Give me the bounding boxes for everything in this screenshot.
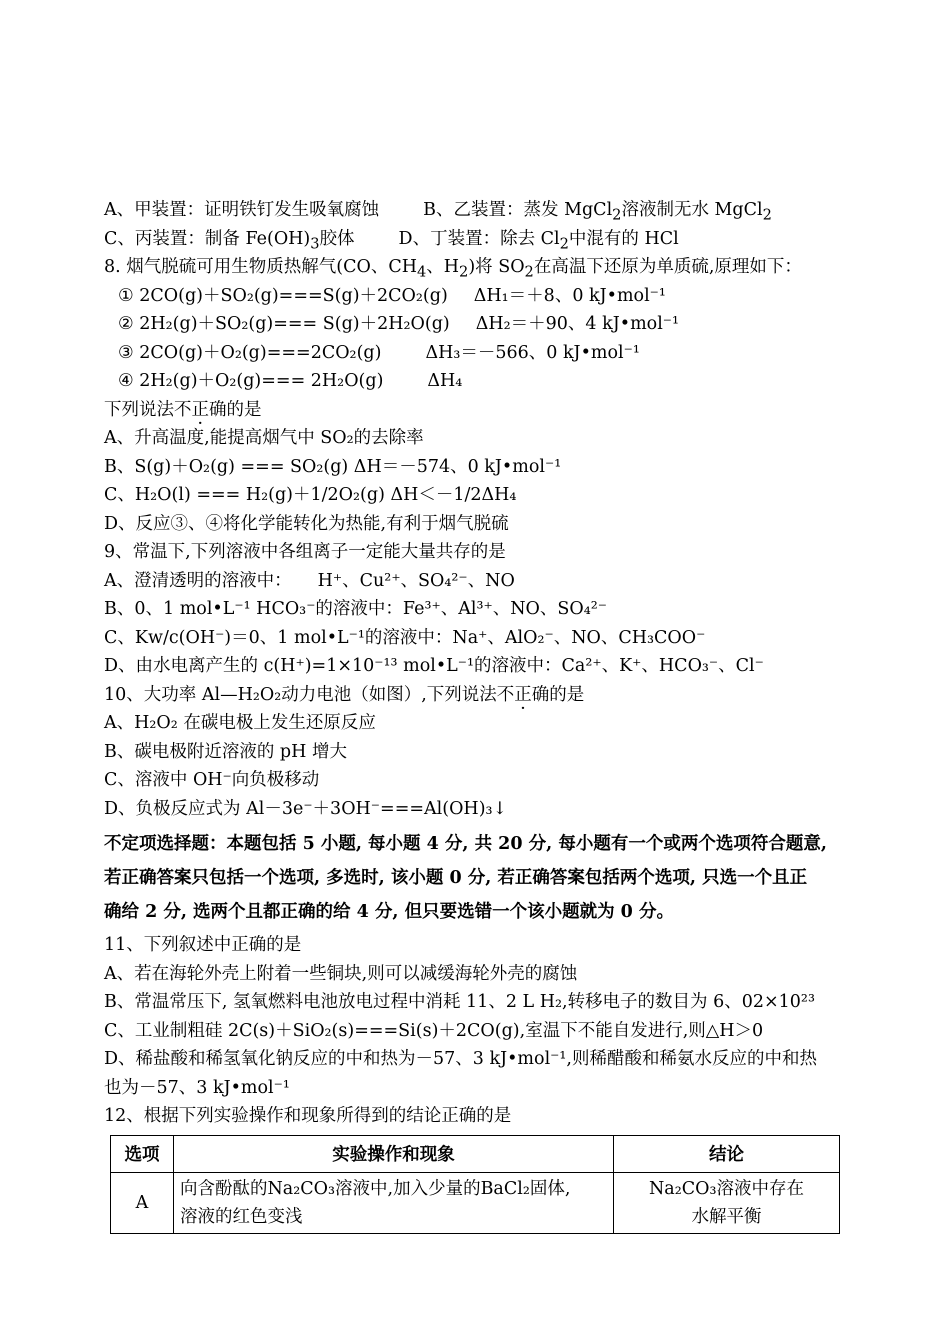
exam-page [104, 196, 849, 1234]
q10-option-c: C、溶液中 OH⁻向负极移动 [104, 770, 320, 790]
q8-reaction-2: ② 2H₂(g)＋SO₂(g)=== S(g)＋2H₂O(g) ΔH₂＝＋90、4 kJ•mol⁻¹ [118, 314, 680, 334]
table-header-row [111, 1135, 840, 1172]
q11-option-d-cont: 也为－57、3 kJ•mol⁻¹ [104, 1077, 290, 1098]
header-option: 选项 [111, 1135, 174, 1172]
header-operation: 实验操作和现象 [174, 1135, 614, 1172]
q12-stem: 12、根据下列实验操作和现象所得到的结论正确的是 [104, 1106, 512, 1126]
emphasis-not-correct: 不正确 [496, 684, 550, 705]
q11-option-b: B、常温常压下, 氢氧燃料电池放电过程中消耗 11、2 L H₂,转移电子的数目为 6、02×10²³ [104, 992, 815, 1012]
q8-reaction-4: ④ 2H₂(g)＋O₂(g)=== 2H₂O(g) ΔH₄ [118, 371, 463, 391]
q12-table [110, 1135, 840, 1234]
q7-option-d: D、丁装置：除去 $Cl_2$中混有的 HCl [398, 228, 679, 252]
q10-stem: 10、大功率 Al—H₂O₂动力电池（如图）,下列说法不正确的是 [104, 684, 585, 705]
q8-option-d: D、反应③、④将化学能转化为热能,有利于烟气脱硫 [104, 513, 509, 534]
section-instructions [104, 827, 849, 929]
q8-option-c: C、H₂O(l) === H₂(g)＋1/2O₂(g) ΔH＜－1/2ΔH₄ [104, 485, 517, 505]
cell-conclusion: Na₂CO₃溶液中存在 水解平衡 [614, 1172, 840, 1233]
q10-option-b: B、碳电极附近溶液的 pH 增大 [104, 741, 347, 762]
q9-option-c: C、Kw/c(OH⁻)＝0、1 mol•L⁻¹的溶液中：Na⁺、AlO₂⁻、NO、CH₃COO⁻ [104, 627, 706, 648]
q11-stem: 11、下列叙述中正确的是 [104, 935, 302, 955]
section-line-3: 确给 2 分, 选两个且都正确的给 4 分, 但只要选错一个该小题就为 0 分。 [104, 902, 674, 922]
section-line-1: 不定项选择题：本题包括 5 小题, 每小题 4 分, 共 20 分, 每小题有一个或两个选项符合题意, [104, 834, 827, 854]
q9-option-a: A、澄清透明的溶液中： H⁺、Cu²⁺、SO₄²⁻、NO [104, 570, 515, 591]
q8-option-a: A、升高温度,能提高烟气中 SO₂的去除率 [104, 428, 424, 448]
q9-option-b: B、0、1 mol•L⁻¹ HCO₃⁻的溶液中：Fe³⁺、Al³⁺、NO、SO₄²⁻ [104, 599, 607, 619]
q11-option-a: A、若在海轮外壳上附着一些铜块,则可以减缓海轮外壳的腐蚀 [104, 963, 578, 984]
q7-option-a: A、甲装置：证明铁钉发生吸氧腐蚀 [104, 200, 380, 220]
q7-options-cd [104, 225, 849, 254]
q8-reaction-3: ③ 2CO(g)＋O₂(g)===2CO₂(g) ΔH₃＝－566、0 kJ•mol⁻¹ [118, 342, 640, 363]
q8-stem: 8. 烟气脱硫可用生物质热解气(CO、$CH_4$、$H_2$)将 $SO_2$在高温下还原为单质硫,原理如下： [104, 257, 802, 281]
q11-option-c: C、工业制粗硅 2C(s)＋SiO₂(s)===Si(s)＋2CO(g),室温下不能自发进行,则△H＞0 [104, 1020, 764, 1041]
q10-option-a: A、H₂O₂ 在碳电极上发生还原反应 [104, 713, 376, 733]
section-line-2: 若正确答案只包括一个选项, 多选时, 该小题 0 分, 若正确答案包括两个选项, 只选一个且正 [104, 868, 808, 888]
table-row [111, 1172, 840, 1233]
q9-stem: 9、常温下,下列溶液中各组离子一定能大量共存的是 [104, 542, 506, 562]
cell-option: A [111, 1172, 174, 1233]
q8-option-b: B、S(g)＋O₂(g) === SO₂(g) ΔH＝－574、0 kJ•mol⁻¹ [104, 456, 562, 477]
q11-option-d: D、稀盐酸和稀氢氧化钠反应的中和热为－57、3 kJ•mol⁻¹,则稀醋酸和稀氨水反应的中和热 [104, 1049, 817, 1069]
header-conclusion: 结论 [614, 1135, 840, 1172]
q9-option-d: D、由水电离产生的 c(H⁺)=1×10⁻¹³ mol•L⁻¹的溶液中：Ca²⁺、K⁺、HCO₃⁻、Cl⁻ [104, 656, 764, 676]
q8-reaction-1: ① 2CO(g)＋SO₂(g)===S(g)＋2CO₂(g) ΔH₁＝＋8、0 kJ•mol⁻¹ [118, 285, 666, 306]
emphasis-not-correct: 不正确 [174, 399, 227, 420]
q10-option-d: D、负极反应式为 Al－3e⁻＋3OH⁻===Al(OH)₃↓ [104, 798, 508, 819]
q7-options-ab [104, 196, 849, 225]
q7-option-b: B、乙装置：蒸发 MgCl$_2$溶液制无水 MgCl$_2$ [423, 200, 772, 224]
q7-option-c: C、丙装置：制备 $Fe(OH)_3$胶体 [104, 228, 355, 252]
q8-ask: 下列说法不正确的是 [104, 399, 262, 420]
cell-operation: 向含酚酞的Na₂CO₃溶液中,加入少量的BaCl₂固体, 溶液的红色变浅 [174, 1172, 614, 1233]
